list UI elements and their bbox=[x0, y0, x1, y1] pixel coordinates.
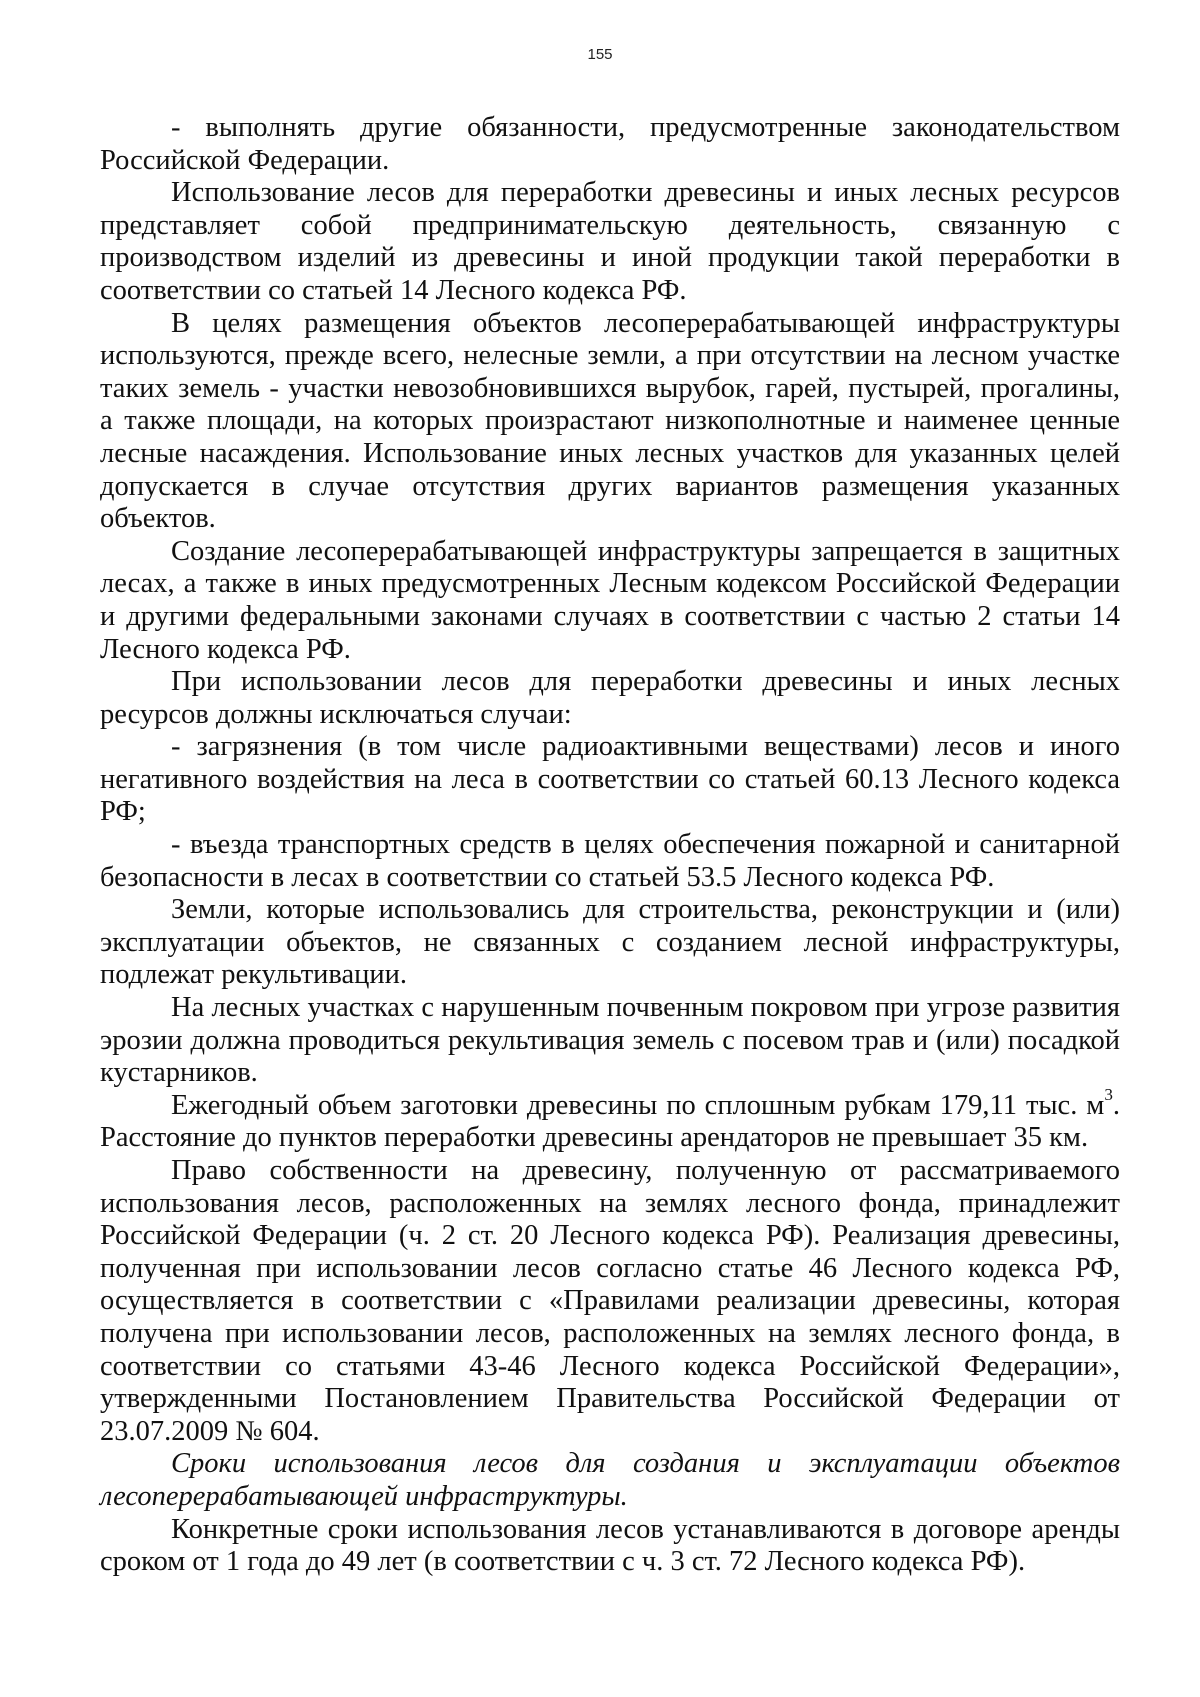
document-body bbox=[100, 112, 1120, 1579]
paragraph-annual-volume bbox=[100, 1084, 1120, 1155]
paragraph-infrastructure-placement: В целях размещения объектов лесоперерабатывающей инфраструктуры используются, прежде всего, нелесные земли, а при отсутствии на лесном участке таких земель - участки невозобновившихся вырубок, гарей, пустырей, прогалины, а также площади, на которых произрастают низкополнотные и наименее ценные лесные насаждения. Использование иных лесных участков для указанных целей допускается в случае отсутствия других вариантов размещения указанных объектов. bbox=[100, 307, 1120, 535]
paragraph-lease-terms: Конкретные сроки использования лесов устанавливаются в договоре аренды сроком от 1 года до 49 лет (в соответствии с ч. 3 ст. 72 Лесного кодекса РФ). bbox=[100, 1513, 1120, 1578]
paragraph-wood-processing-definition: Использование лесов для переработки древесины и иных лесных ресурсов представляет собой предпринимательскую деятельность, связанную с производством изделий из древесины и иной продукции такой переработки в соответствии со статьей 14 Лесного кодекса РФ. bbox=[100, 177, 1120, 306]
paragraph-ownership-rights: Право собственности на древесину, полученную от рассматриваемого использования лесов, расположенных на землях лесного фонда, принадлежит Российской Федерации (ч. 2 ст. 20 Лесного кодекса РФ). Реализация древесины, полученная при использовании лесов согласно статье 46 Лесного кодекса РФ, осуществляется в соответствии с «Правилами реализации древесины, которая получена при использовании лесов, расположенных на землях лесного фонда, в соответствии со статьями 43-46 Лесного кодекса Российской Федерации», утвержденными Постановлением Правительства Российской Федерации от 23.07.2009 № 604. bbox=[100, 1155, 1120, 1447]
list-item-vehicle-entry: - въезда транспортных средств в целях обеспечения пожарной и санитарной безопасности в лесах в соответствии со статьей 53.5 Лесного кодекса РФ. bbox=[100, 829, 1120, 893]
cubic-superscript: 3 bbox=[1104, 1084, 1113, 1104]
distance-text: . Расстояние до пунктов переработки древесины арендаторов не превышает 35 км. bbox=[100, 1089, 1120, 1154]
paragraph-erosion-reclamation: На лесных участках с нарушенным почвенным покровом при угрозе развития эрозии должна проводиться рекультивация земель с посевом трав и (или) посадкой кустарников. bbox=[100, 992, 1120, 1089]
paragraph-protective-forests-prohibition: Создание лесоперерабатывающей инфраструктуры запрещается в защитных лесах, а также в иных предусмотренных Лесным кодексом Российской Федерации и другими федеральными законами случаях в соответствии с частью 2 статьи 14 Лесного кодекса РФ. bbox=[100, 535, 1120, 665]
page-number: 155 bbox=[587, 46, 613, 63]
list-item-pollution: - загрязнения (в том числе радиоактивными веществами) лесов и иного негативного воздействия на леса в соответствии со статьей 60.13 Лесного кодекса РФ; bbox=[100, 731, 1120, 828]
annual-volume-text: Ежегодный объем заготовки древесины по сплошным рубкам 179,11 тыс. м bbox=[171, 1089, 1105, 1121]
section-heading: Сроки использования лесов для создания и эксплуатации объектов лесоперерабатывающей инфраструктуры. bbox=[100, 1448, 1120, 1512]
paragraph-land-reclamation: Земли, которые использовались для строительства, реконструкции и (или) эксплуатации объектов, не связанных с созданием лесной инфраструктуры, подлежат рекультивации. bbox=[100, 894, 1120, 991]
paragraph-excluded-cases-intro: При использовании лесов для переработки древесины и иных лесных ресурсов должны исключаться случаи: bbox=[100, 666, 1120, 730]
paragraph-other-duties: - выполнять другие обязанности, предусмотренные законодательством Российской Федерации. bbox=[100, 112, 1120, 176]
